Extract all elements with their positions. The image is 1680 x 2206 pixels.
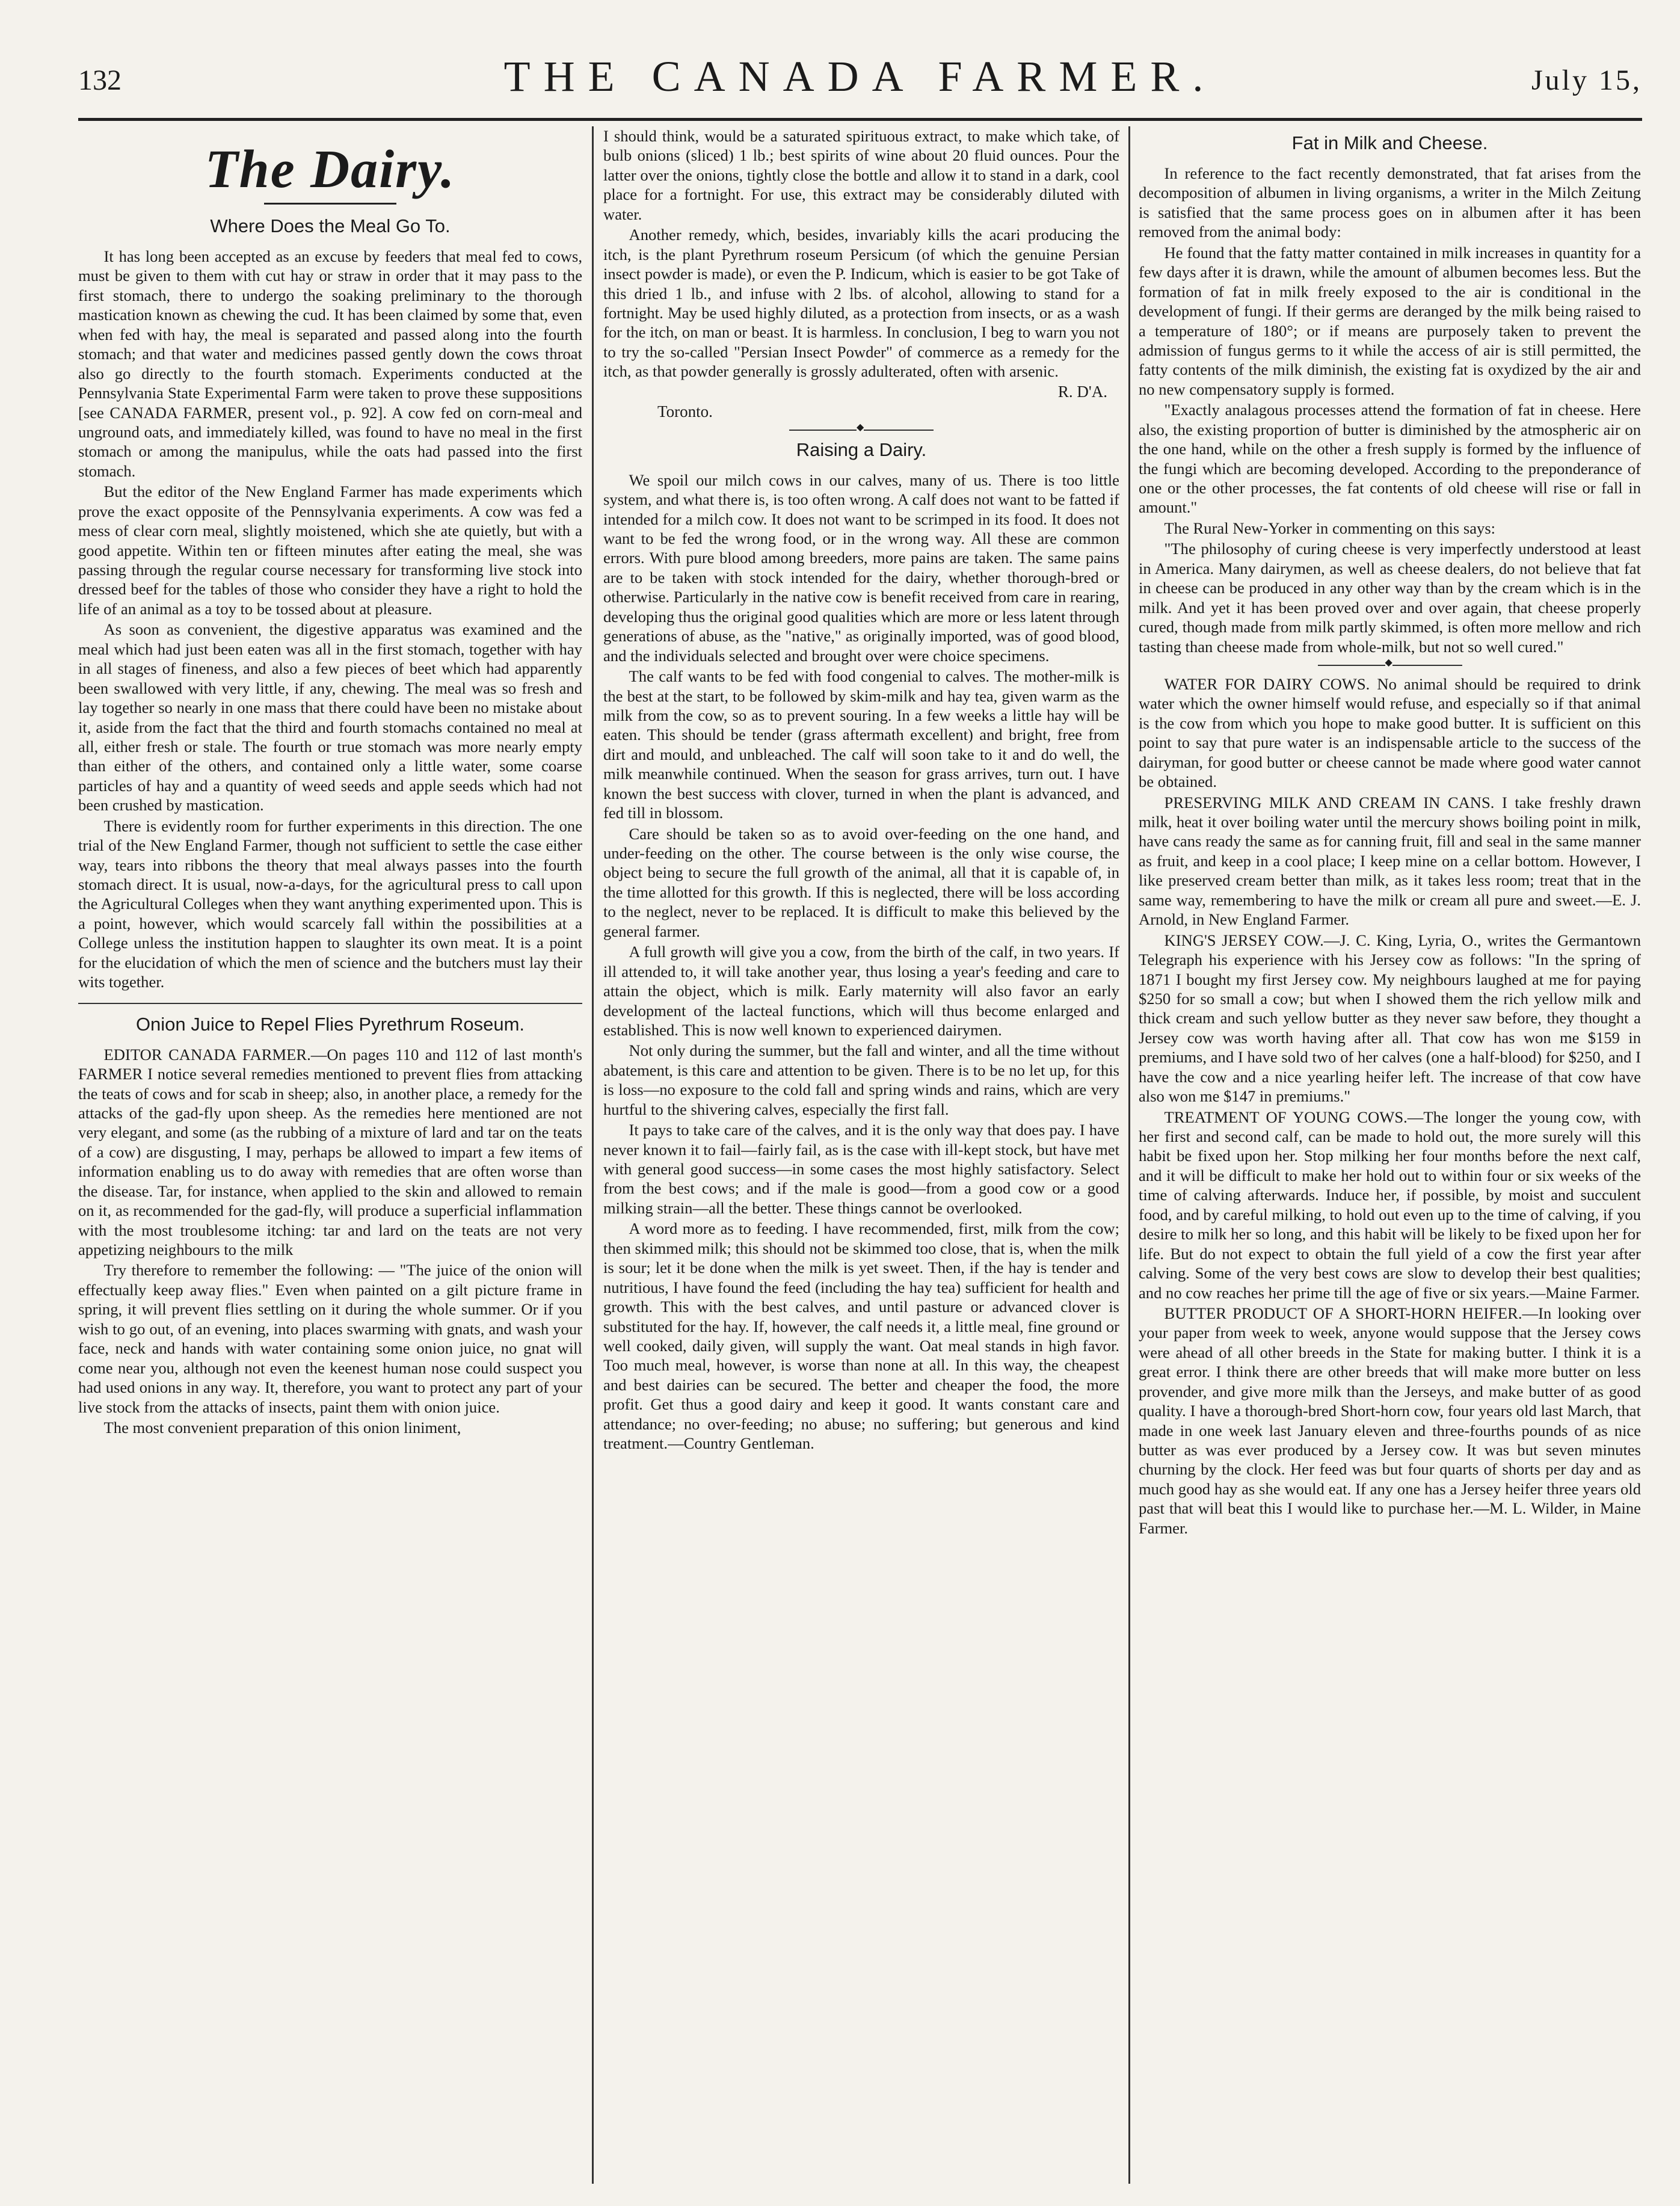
article-paragraph: There is evidently room for further experiments in this direction. The one trial of the New England Farmer, though not sufficient to settle the case either way, tears into ribbons the theory that meal always passes into the fourth stomach direct. It is usual, now-a-days, for the agricultural press to call upon the Agricultural Colleges when they want anything experimented upon. This is a point, however, which would scarcely fall within the possibilities at a College unless the institution happen to slaughter its own meat. It is a point for the elucidation of which the men of science and the butchers must lay their wits together.	[78, 816, 582, 991]
section-divider	[78, 1003, 582, 1004]
article-paragraph: As soon as convenient, the digestive apparatus was examined and the meal which had just been eaten was all in the first stomach, together with hay in all stages of fineness, and also a few pieces of beet which had apparently been swallowed with very little, if any, chewing. The meal was so fresh and lay together so nearly in one mass that there could have been no mistake about it, aside from the fact that the third and fourth stomachs contained no meal at all, either fresh or stale. The fourth or true stomach was more nearly empty than either of the others, and contained only a little water, some coarse particles of hay and a quantity of weed seeds and apple seeds which had not been crushed by mastication.	[78, 620, 582, 815]
article-paragraph: He found that the fatty matter contained in milk increases in quantity for a few days after it is drawn, while the amount of albumen becomes less. But the formation of fat in milk freely exposed to the air is conditional in the development of fungi. If their germs are deranged by the milk being raised to a temperature of 180°; or if means are purposely taken to prevent the admission of fungus germs to it while the access of air is still permitted, the fatty contents of the milk diminish, the existing fat is oxydized by the air and no new compensatory supply is formed.	[1139, 243, 1641, 398]
dateline-place: Toronto.	[657, 402, 713, 421]
issue-date: July 15,	[1531, 64, 1642, 96]
author-signature: R. D'A.	[1057, 382, 1107, 401]
note-paragraph: TREATMENT OF YOUNG COWS.—The longer the young cow, with her first and second calf, can be made to hold out, the more surely will this habit be fixed upon her. Stop milking her four months before the next calf, and it will be difficult to make her hold out to within four or six weeks of the time of calving afterwards. Induce her, if possible, by moist and succulent food, and by careful milking, to hold out even up to the time of calving, if you desire to milk her so long, and this habit will be likely to be fixed upon her for life. But do not expect to obtain the full yield of a cow the first year after calving. Some of the very best cows are slow to develop their best qualities; and no cow reaches her prime till the age of five or six years.—Maine Farmer.	[1139, 1108, 1641, 1302]
article-paragraph: It pays to take care of the calves, and it is the only way that does pay. I have never known it to fail—fairly fail, as is the case with ill-kept stock, but have met with general good success—in some cases the most highly satisfactory. Select from the best cows; and if the male is good—from a good cow or a good milking strain—all the better. These things cannot be overlooked.	[603, 1121, 1119, 1217]
article-paragraph: Try therefore to remember the following: — "The juice of the onion will effectually keep away flies." Even when painted on a gilt picture frame in spring, it will prevent flies settling on it during the whole summer. Or if you wish to go out, of an evening, into places swarming with gnats, and wash your face, neck and hands with water containing some onion juice, no gnat will come near you, although not even the keenest human nose could suspect you had used onions in any way. It, therefore, you want to protect any part of your live stock from the attacks of insects, paint them with onion juice.	[78, 1261, 582, 1416]
article-paragraph: "Exactly analagous processes attend the formation of fat in cheese. Here also, the existing proportion of butter is diminished by the atmospheric air on the one hand, while on the other a fresh supply is formed by the influence of the fungi which are becoming developed. According to the preponderance of one or the other processes, the fat contents of old cheese will rise or fall in amount."	[1139, 401, 1641, 517]
article-paragraph: Another remedy, which, besides, invariably kills the acari producing the itch, is the plant Pyrethrum roseum Persicum (of which the genuine Persian insect powder is made), or even the P. Indicum, which is easier to be got Take of this dried 1 lb., and infuse with 2 lbs. of alcohol, allowing to stand for a fortnight. May be used highly diluted, as a protection from insects, or as a wash for the itch, on man or beast. It is harmless. In conclusion, I beg to warn you not to try the so-called "Persian Insect Powder" of commerce as a remedy for the itch, as that powder generally is grossly adulterated, often with arsenic.	[603, 226, 1119, 381]
article-paragraph: The calf wants to be fed with food congenial to calves. The mother-milk is the best at the start, to be followed by skim-milk and hay tea, given warm as the milk from the cow, so as to prevent souring. In a few weeks a little hay will be eaten. This should be tender (grass aftermath excellent) and bright, free from dirt and mould, and unbleached. The calf will soon take to it and do well, the milk meanwhile continued. When the season for grass arrives, turn out. I have known the best success with clover, turned in when the plant is advanced, and fed till in blossom.	[603, 667, 1119, 822]
masthead	[78, 52, 1642, 121]
column-2	[603, 126, 1119, 2184]
newspaper-title: THE CANADA FARMER.	[503, 52, 1217, 100]
column-rule	[592, 126, 594, 2184]
article-paragraph: Care should be taken so as to avoid over-feeding on the one hand, and under-feeding on the other. The course between is the only wise course, the object being to secure the full growth of the animal, all that it is capable of, in the time allotted for this growth. If this is neglected, there will be loss according to the neglect, never to be replaced. It is difficult to make this believed by the general farmer.	[603, 824, 1119, 940]
article-title: Onion Juice to Repel Flies Pyrethrum Roseum.	[135, 1013, 525, 1035]
note-paragraph: WATER FOR DAIRY COWS. No animal should be required to drink water which the owner himself would refuse, and especially so if that animal is the cow from which you hope to make good butter. It is sufficient on this point to say that pure water is an indispensable article to the success of the dairyman, for good butter or cheese cannot be made where good water cannot be obtained.	[1139, 674, 1641, 791]
section-title: The Dairy.	[205, 140, 456, 199]
page-number: 132	[78, 64, 122, 96]
title-underline	[264, 203, 396, 205]
article-paragraph: The most convenient preparation of this onion liniment,	[103, 1418, 461, 1437]
article-paragraph: But the editor of the New England Farmer has made experiments which prove the exact opposite of the Pennsylvania experiments. A cow was fed a mess of clear corn meal, slightly moistened, which she ate quietly, but with a good appetite. Within ten or fifteen minutes after eating the meal, she was passing through the regular course necessary for transforming live stock into dressed beef for the tables of those who consider they have a right to hold the life of an animal as a toy to be tossed about at pleasure.	[78, 482, 582, 618]
note-paragraph: BUTTER PRODUCT OF A SHORT-HORN HEIFER.—In looking over your paper from week to week, anyone would suppose that the Jersey cows were ahead of all other breeds in the State for making butter. I think it is a great error. I think there are other breeds that will make more butter on less provender, and give more milk than the Jerseys, and make butter of as good quality. I have a thorough-bred Short-horn cow, four years old last March, that made in one week last January eleven and three-fourths pounds of as nice butter as was ever produced by a Jersey cow. It was but seven minutes churning by the clock. Her feed was but four quarts of shorts per day and as much good hay as she would eat. If any one has a Jersey heifer three years old past that will beat this I would like to purchase her.—M. L. Wilder, in Maine Farmer.	[1139, 1304, 1641, 1537]
article-paragraph: The Rural New-Yorker in commenting on this says:	[1164, 519, 1496, 537]
article-paragraph: I should think, would be a saturated spirituous extract, to make which take, of bulb onions (sliced) 1 lb.; best spirits of wine about 20 fluid ounces. Pour the latter over the onions, tightly close the bottle and allow it to stand in a dark, cool place for a fortnight. For use, this extract may be considerably diluted with water.	[603, 127, 1119, 223]
article-paragraph: Not only during the summer, but the fall and winter, and all the time without abatement, is this care and attention to be given. There is to be no let up, for this is loss—no exposure to the cold fall and spring winds and rains, which are very hurtful to the shivering calves, especially the first fall.	[603, 1041, 1119, 1118]
column-3	[1139, 126, 1641, 2184]
article-title: Where Does the Meal Go To.	[210, 215, 451, 236]
ornament-divider	[789, 430, 934, 431]
article-paragraph: EDITOR CANADA FARMER.—On pages 110 and 112 of last month's FARMER I notice several remedies mentioned to prevent flies from attacking the teats of cows and for scab in sheep; also, in another place, a remedy for the attacks of the gad-fly upon sheep. As the remedies here mentioned are not very elegant, and some (as the rubbing of a mixture of lard and tar on the teats of a cow) are disgusting, I may, perhaps be allowed to impart a few items of information enabling us to do away with remedies that are often worse than the disease. Tar, for instance, when applied to the skin and allowed to remain on it, as recommended for the gad-fly, will produce a superficial inflammation with the most troublesome itching: tar and lard on the teats are not very appetizing neighbours to the milk	[78, 1045, 582, 1259]
note-paragraph: KING'S JERSEY COW.—J. C. King, Lyria, O., writes the Germantown Telegraph his experience with his Jersey cow as follows: "In the spring of 1871 I bought my first Jersey cow. My neighbours laughed at me for paying $250 for so small a cow; but when I showed them the rich yellow milk and thick cream and such yellow butter as they never saw before, they thought a Jersey cow was worth having after all. That cow has won me $159 in premiums, and I have sold two of her calves (one a half-blood) for $250, and I have the cow and a nice yearling heifer left. The increase of that cow have also won me $147 in premiums."	[1139, 931, 1641, 1106]
column-1	[78, 126, 582, 2184]
article-paragraph: A word more as to feeding. I have recommended, first, milk from the cow; then skimmed milk; this should not be skimmed too close, that is, when the milk is sour; let it be done when the milk is yet sweet. Then, if the hay is tender and nutritious, I have found the feed (including the hay tea) sufficient for health and growth. This with the best calves, and until pasture or advanced clover is substituted for the hay. If, however, the calf needs it, a little meal, fine ground or well cooked, daily given, will supply the want. Oat meal stands in high favor. Too much meal, however, is worse than none at all. In this way, the cheapest and best dairies can be secured. The better and cheaper the food, the more profit. Get thus a good dairy and keep it good. It wants constant care and attendance; no over-feeding; no abuse; no suffering; but generous and kind treatment.—Country Gentleman.	[603, 1219, 1119, 1453]
note-paragraph: PRESERVING MILK AND CREAM IN CANS. I take freshly drawn milk, heat it over boiling water until the mercury shows boiling point in milk, have cans ready the same as for canning fruit, fill and seal in the same manner as fruit, and keep in a cool place; I keep mine on a cellar bottom. However, I like preserved cream better than milk, as it takes less room; treat that in the same way, remembering to have the milk or cream all pure and sweet.—E. J. Arnold, in New England Farmer.	[1139, 793, 1641, 929]
article-paragraph: A full growth will give you a cow, from the birth of the calf, in two years. If ill attended to, it will take another year, thus losing a year's feeding and care to attain the object, which is milk. Early maternity will also favor an early development of the lacteal functions, which will thus become enlarged and established. This is now well known to experienced dairymen.	[603, 943, 1119, 1039]
article-title: Fat in Milk and Cheese.	[1291, 132, 1488, 153]
article-paragraph: It has long been accepted as an excuse by feeders that meal fed to cows, must be given to them with cut hay or straw in order that it may pass to the first stomach, there to undergo the soaking preliminary to the thorough mastication known as chewing the cud. It has been claimed by some that, even when fed with hay, the meal is separated and passed along into the fourth stomach; and that water and medicines passed gently down the cows throat also go directly to the fourth stomach. Experiments conducted at the Pennsylvania State Experimental Farm were taken to prove these suppositions [see CANADA FARMER, present vol., p. 92]. A cow fed on corn-meal and unground oats, and immediately killed, was found to have no meal in the first stomach or among the manipulus, while the oats had passed into the first stomach.	[78, 247, 582, 480]
article-paragraph: "The philosophy of curing cheese is very imperfectly understood at least in America. Many dairymen, as well as cheese dealers, do not believe that fat in cheese can be produced in any other way than by the cream which is in the milk. And yet it has been proved over and over again, that cheese properly cured, though made from milk partly skimmed, is often more mellow and rich tasting than cheese made from whole-milk, but not so well cured."	[1139, 540, 1641, 656]
article-title: Raising a Dairy.	[796, 439, 927, 460]
article-paragraph: In reference to the fact recently demonstrated, that fat arises from the decomposition of albumen in living organisms, a writer in the Milch Zeitung is satisfied that the same process goes on in albumen after it has been removed from the animal body:	[1139, 164, 1641, 241]
article-paragraph: We spoil our milch cows in our calves, many of us. There is too little system, and what there is, is too often wrong. A calf does not want to be fatted if intended for a milch cow. It does not want to be scrimped in its food. It does not want to be fed the wrong food, or in the wrong way. All these are common errors. With pure blood among breeders, more pains are taken. The same pains are to be taken with stock intended for the dairy, whether thorough-bred or otherwise. Particularly in the native cow is benefit received from care in rearing, developing thus the original good qualities which are more or less latent through generations of abuse, as the "native," as originally imported, was of good blood, and the individuals selected and brought over were choice specimens.	[603, 470, 1119, 665]
column-rule	[1128, 126, 1130, 2184]
ornament-divider	[1318, 665, 1462, 666]
